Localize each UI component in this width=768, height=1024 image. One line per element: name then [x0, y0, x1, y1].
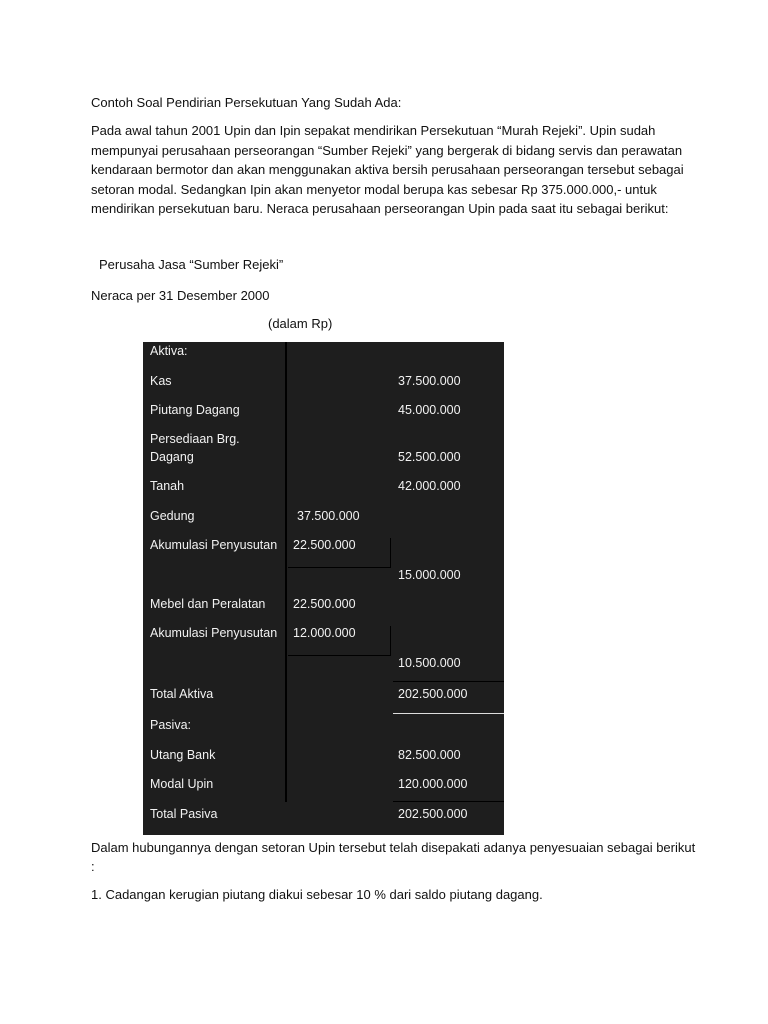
- row-total: 37.500.000: [398, 374, 461, 388]
- row-total: 42.000.000: [398, 479, 461, 493]
- row-label: Total Pasiva: [150, 807, 218, 821]
- intro-line: Pada awal tahun 2001 Upin dan Ipin sepakat mendirikan Persekutuan “Murah Rejeki”. Upin sudah: [91, 123, 656, 138]
- adjustment-intro: Dalam hubungannya dengan setoran Upin tersebut telah disepakati adanya penyesuaian sebagai berikut: [91, 840, 696, 855]
- row-label: Modal Upin: [150, 777, 214, 791]
- row-subvalue: 22.500.000: [293, 538, 356, 552]
- row-label: Aktiva:: [150, 344, 188, 358]
- row-label: Pasiva:: [150, 718, 191, 732]
- row-label: Dagang: [150, 450, 194, 464]
- intro-line: mendirikan persekutuan baru. Neraca perusahaan perseorangan Upin pada saat itu sebagai berikut:: [91, 201, 669, 216]
- total-line: [393, 681, 504, 682]
- row-total: 120.000.000: [398, 777, 468, 791]
- row-label: Piutang Dagang: [150, 403, 240, 417]
- row-label: Akumulasi Penyusutan: [150, 538, 278, 552]
- row-subvalue: 12.000.000: [293, 626, 356, 640]
- subtotal-line: [390, 626, 391, 656]
- intro-line: mempunyai perusahaan perseorangan “Sumber Rejeki” yang bergerak di bidang servis dan perawatan: [91, 142, 683, 158]
- document-title: Contoh Soal Pendirian Persekutuan Yang Sudah Ada:: [91, 95, 402, 110]
- intro-line: setoran modal. Sedangkan Ipin akan menyetor modal berupa kas sebesar Rp 375.000.000,- untuk: [91, 181, 657, 197]
- total-line: [393, 713, 504, 714]
- subtotal-line: [288, 655, 391, 656]
- row-total: 10.500.000: [398, 656, 461, 670]
- row-label: Persediaan Brg.: [150, 432, 240, 446]
- subtotal-line: [390, 538, 391, 568]
- row-total: 202.500.000: [398, 807, 468, 821]
- row-total: 15.000.000: [398, 568, 461, 582]
- row-label: Total Aktiva: [150, 687, 214, 701]
- row-total: 45.000.000: [398, 403, 461, 417]
- balance-sheet-table: [143, 342, 504, 835]
- total-line: [393, 801, 504, 802]
- company-name: Perusaha Jasa “Sumber Rejeki”: [99, 257, 284, 272]
- column-divider: [285, 342, 287, 802]
- row-total: 52.500.000: [398, 450, 461, 464]
- row-total: 202.500.000: [398, 687, 468, 701]
- row-label: Tanah: [150, 479, 185, 493]
- statement-title: Neraca per 31 Desember 2000: [91, 288, 270, 303]
- row-label: Kas: [150, 374, 172, 388]
- row-label: Gedung: [150, 509, 195, 523]
- row-total: 82.500.000: [398, 748, 461, 762]
- row-subvalue: 22.500.000: [293, 597, 356, 611]
- intro-paragraph: [91, 121, 691, 219]
- row-label: Utang Bank: [150, 748, 216, 762]
- subtotal-line: [288, 567, 391, 568]
- intro-line: kendaraan bermotor dan akan menggunakan aktiva bersih perusahaan perseorangan tersebut sebagai: [91, 162, 684, 177]
- adjustment-intro-colon: :: [91, 859, 95, 874]
- currency-note: (dalam Rp): [268, 316, 333, 331]
- adjustment-item-1: 1. Cadangan kerugian piutang diakui sebesar 10 % dari saldo piutang dagang.: [91, 887, 543, 902]
- row-subvalue: 37.500.000: [297, 509, 360, 523]
- row-label: Akumulasi Penyusutan: [150, 626, 278, 640]
- row-label: Mebel dan Peralatan: [150, 597, 266, 611]
